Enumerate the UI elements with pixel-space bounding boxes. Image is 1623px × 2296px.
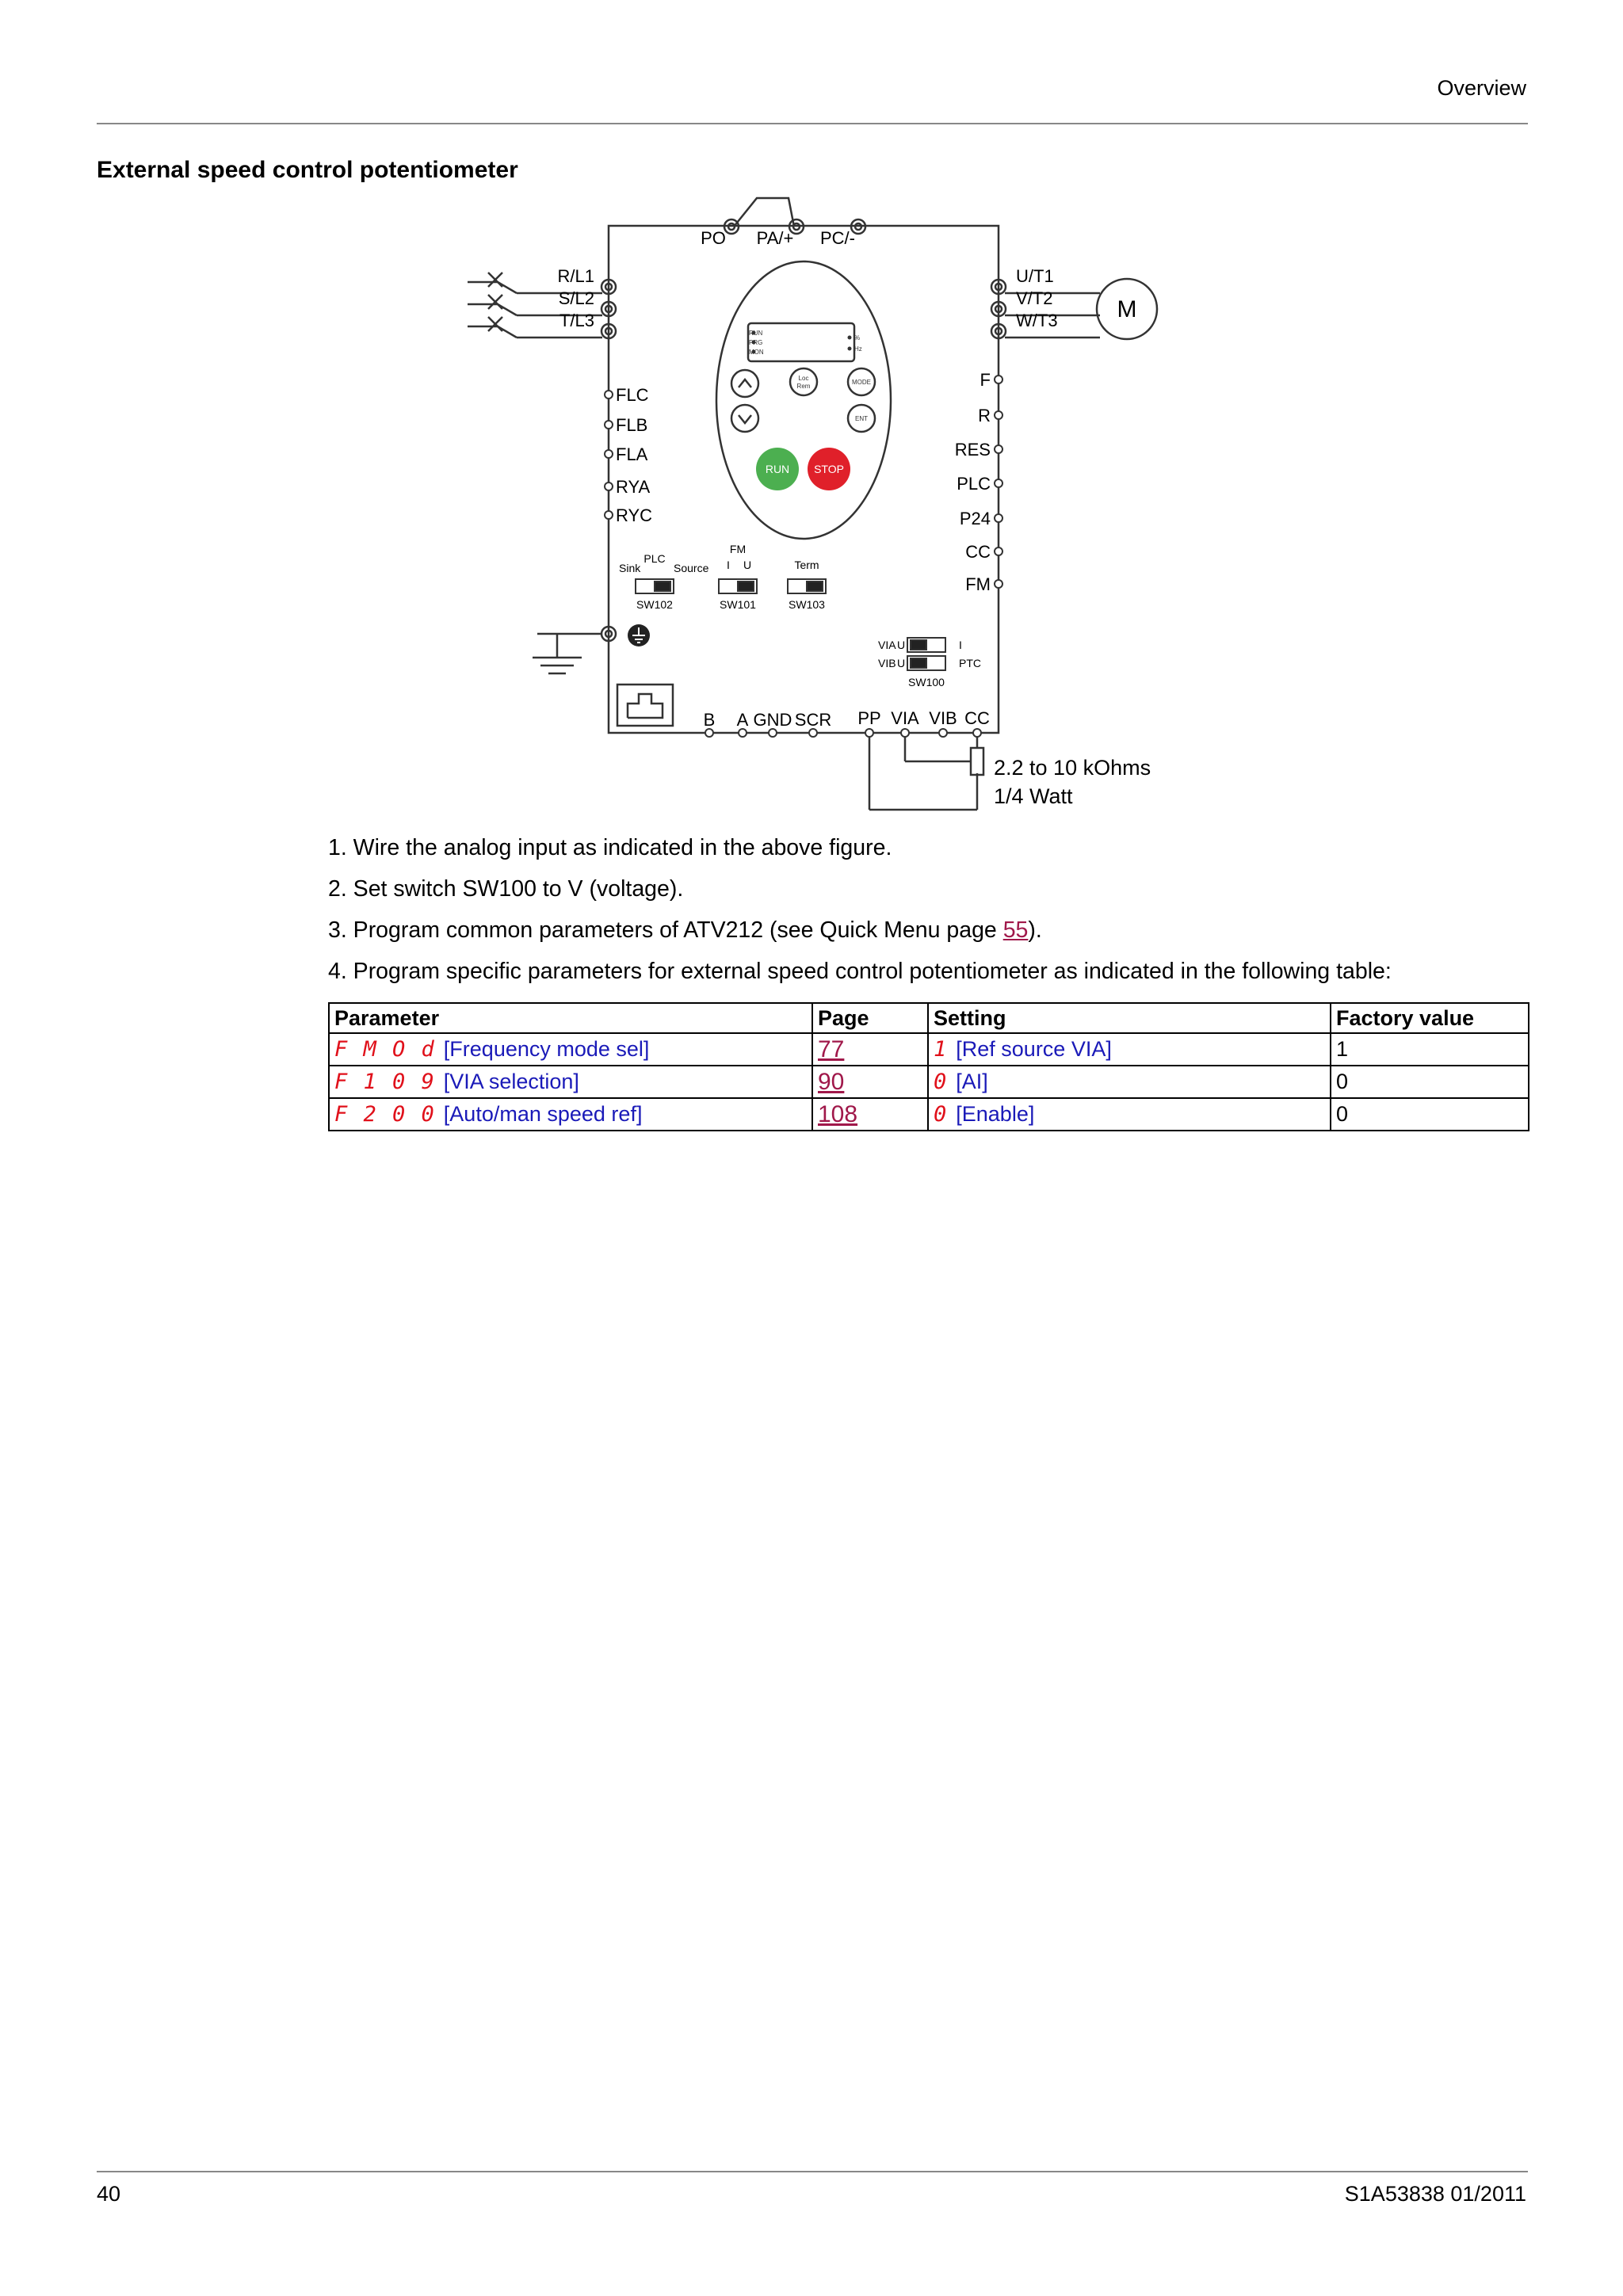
setting-cell	[928, 1033, 1331, 1066]
footer-page-number: 40	[97, 2182, 121, 2206]
factory-value-cell: 0	[1331, 1098, 1529, 1131]
terminal-cc: CC	[965, 542, 991, 562]
setting-cell	[928, 1098, 1331, 1131]
stop-label: STOP	[814, 463, 844, 475]
led-percent-label: %	[854, 334, 861, 341]
terminal-scr: SCR	[794, 710, 832, 730]
setting-code: 1	[934, 1037, 949, 1062]
terminal-a: A	[736, 710, 749, 730]
step-2: 2. Set switch SW100 to V (voltage).	[328, 876, 684, 902]
potentiometer-power: 1/4 Watt	[994, 784, 1073, 808]
terminal-fm: FM	[965, 574, 991, 594]
rem-label: Rem	[796, 383, 811, 390]
setting-cell	[928, 1066, 1331, 1098]
step-1: 1. Wire the analog input as indicated in the above figure.	[328, 835, 892, 860]
page-link[interactable]: 90	[818, 1068, 845, 1095]
terminal-ut1: U/T1	[1016, 266, 1054, 286]
header-factory-value: Factory value	[1331, 1003, 1529, 1033]
quick-menu-page-link[interactable]: 55	[1002, 917, 1029, 943]
terminal-po: PO	[701, 228, 726, 248]
setting-label: [AI]	[956, 1070, 988, 1093]
header-rule	[97, 123, 1528, 124]
potentiometer-resistance: 2.2 to 10 kOhms	[994, 756, 1151, 780]
sw102-source: Source	[674, 562, 709, 574]
table-row	[329, 1033, 1529, 1066]
terminal-plc: PLC	[957, 474, 991, 494]
motor-label: M	[1117, 296, 1137, 322]
sw101-name: SW101	[720, 598, 756, 611]
page-cell	[812, 1033, 928, 1066]
parameter-code: F 2 0 0	[334, 1102, 436, 1127]
header-page: Page	[812, 1003, 928, 1033]
ground-symbol-icon	[628, 624, 650, 646]
led-mon-label: MON	[749, 349, 764, 356]
page-link[interactable]: 108	[818, 1100, 858, 1127]
mode-button-label: MODE	[852, 379, 871, 386]
terminal-rl1: R/L1	[557, 266, 594, 286]
step-3	[328, 916, 1533, 957]
led-prg-label: PRG	[749, 339, 763, 346]
sw100-ptc: PTC	[959, 657, 981, 669]
parameter-label: [VIA selection]	[443, 1070, 579, 1093]
parameter-cell	[329, 1066, 812, 1098]
page-link[interactable]: 77	[818, 1035, 845, 1062]
ent-button-label: ENT	[855, 415, 868, 422]
step-3-text-end: ).	[1028, 917, 1042, 943]
loc-label: Loc	[798, 375, 809, 382]
terminal-ryc: RYC	[616, 505, 653, 525]
table-row	[329, 1066, 1529, 1098]
sw100-via: VIA	[878, 639, 896, 651]
wiring-diagram	[460, 190, 1252, 824]
footer-rule	[97, 2171, 1528, 2172]
footer-doc-id: S1A53838 01/2011	[1344, 2182, 1526, 2206]
led-hz-label: Hz	[854, 345, 862, 353]
parameter-cell	[329, 1098, 812, 1131]
setting-code: 0	[934, 1070, 949, 1094]
terminal-flc: FLC	[616, 385, 649, 405]
parameter-code: F M O d	[334, 1037, 436, 1062]
factory-value-cell: 0	[1331, 1066, 1529, 1098]
sw100-name: SW100	[908, 676, 945, 688]
terminal-wt3: W/T3	[1016, 311, 1058, 330]
sw102-name: SW102	[636, 598, 673, 611]
sw101-u: U	[743, 559, 752, 571]
terminal-sl2: S/L2	[558, 288, 594, 308]
terminal-pc: PC/-	[820, 228, 855, 248]
sw100-vib: VIB	[878, 657, 896, 669]
parameter-table	[328, 1002, 1529, 1131]
terminal-cc-bottom: CC	[964, 708, 990, 728]
run-label: RUN	[765, 463, 790, 475]
sw102-title: PLC	[643, 552, 666, 565]
setting-code: 0	[934, 1102, 949, 1127]
terminal-via: VIA	[891, 708, 919, 728]
parameter-label: [Auto/man speed ref]	[443, 1102, 643, 1126]
factory-value-cell: 1	[1331, 1033, 1529, 1066]
instruction-steps	[328, 833, 1533, 998]
section-title: External speed control potentiometer	[97, 157, 518, 183]
sw103-title: Term	[794, 559, 819, 571]
terminal-vib: VIB	[929, 708, 957, 728]
table-row	[329, 1098, 1529, 1131]
sw101-i: I	[727, 559, 730, 571]
step-3-text: 3. Program common parameters of ATV212 (see Quick Menu page	[328, 917, 1003, 943]
terminal-rya: RYA	[616, 477, 651, 497]
parameter-label: [Frequency mode sel]	[443, 1037, 650, 1061]
sw103-name: SW103	[789, 598, 825, 611]
terminal-gnd: GND	[753, 710, 792, 730]
table-header-row	[329, 1003, 1529, 1033]
terminal-r: R	[978, 406, 991, 425]
terminal-f: F	[980, 370, 991, 390]
setting-label: [Enable]	[956, 1102, 1035, 1126]
terminal-fla: FLA	[616, 444, 648, 464]
header-section-title: Overview	[1437, 76, 1526, 100]
terminal-pp: PP	[857, 708, 881, 728]
parameter-cell	[329, 1033, 812, 1066]
sw100-u1: U	[897, 639, 906, 651]
sw100-i: I	[959, 639, 962, 651]
page-cell	[812, 1066, 928, 1098]
terminal-tl3: T/L3	[559, 311, 594, 330]
sw100-u2: U	[897, 657, 906, 669]
sw101-title: FM	[729, 543, 747, 555]
terminal-pa: PA/+	[756, 228, 794, 248]
header-setting: Setting	[928, 1003, 1331, 1033]
sw102-sink: Sink	[619, 562, 641, 574]
setting-label: [Ref source VIA]	[956, 1037, 1112, 1061]
step-4: 4. Program specific parameters for external speed control potentiometer as indicated in the following table:	[328, 959, 1392, 984]
parameter-code: F 1 0 9	[334, 1070, 436, 1094]
terminal-vt2: V/T2	[1016, 288, 1053, 308]
terminal-p24: P24	[959, 509, 991, 528]
terminal-flb: FLB	[616, 415, 648, 435]
led-run-label: RUN	[749, 330, 763, 337]
terminal-b: B	[703, 710, 716, 730]
header-parameter: Parameter	[329, 1003, 812, 1033]
page-cell	[812, 1098, 928, 1131]
terminal-res: RES	[954, 440, 991, 460]
